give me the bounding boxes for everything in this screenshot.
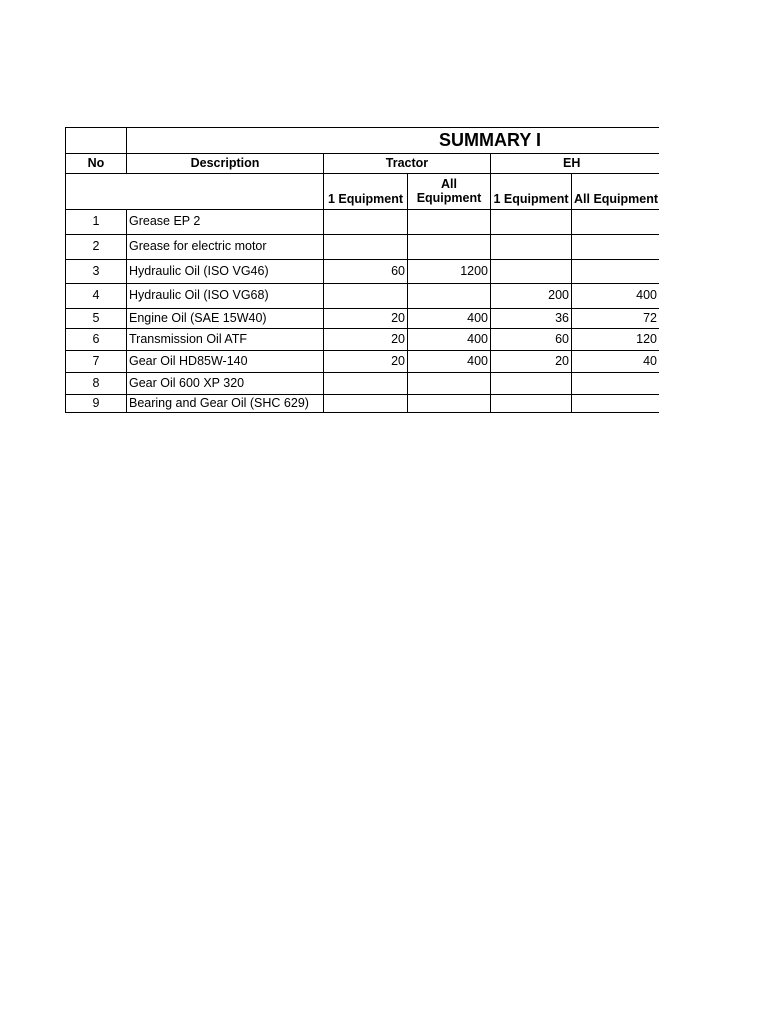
cell-tractor-one-equipment: [324, 395, 408, 413]
subheader-eh-one: 1 Equipment: [491, 174, 572, 210]
cell-tractor-all-equipment: [408, 284, 491, 309]
row-description: Gear Oil HD85W-140: [127, 351, 324, 373]
spreadsheet-viewport: [65, 127, 659, 413]
cell-eh-all-equipment: 120: [572, 329, 660, 351]
cell-tractor-one-equipment: 20: [324, 309, 408, 329]
row-description: Gear Oil 600 XP 320: [127, 373, 324, 395]
header-group-eh: EH: [491, 154, 660, 174]
header-row: [66, 154, 660, 174]
cell-tractor-all-equipment: [408, 235, 491, 260]
table-row: [66, 373, 660, 395]
cell-tractor-all-equipment: [408, 395, 491, 413]
cell-eh-all-equipment: 72: [572, 309, 660, 329]
cell-eh-all-equipment: [572, 395, 660, 413]
cell-eh-one-equipment: 20: [491, 351, 572, 373]
sheet-title: SUMMARY I: [127, 128, 660, 154]
cell-tractor-all-equipment: 400: [408, 329, 491, 351]
table-row: [66, 210, 660, 235]
table-body: [66, 210, 660, 413]
table-row: [66, 284, 660, 309]
cell-tractor-one-equipment: [324, 373, 408, 395]
cell-eh-one-equipment: [491, 260, 572, 284]
cell-eh-one-equipment: 36: [491, 309, 572, 329]
row-description: Transmission Oil ATF: [127, 329, 324, 351]
cell-tractor-one-equipment: [324, 235, 408, 260]
cell-eh-one-equipment: [491, 235, 572, 260]
subheader-tractor-one: 1 Equipment: [324, 174, 408, 210]
row-number: 9: [66, 395, 127, 413]
cell-eh-one-equipment: [491, 395, 572, 413]
table-row: [66, 329, 660, 351]
subheader-eh-all: All Equipment: [572, 174, 660, 210]
cell-eh-one-equipment: 60: [491, 329, 572, 351]
table-row: [66, 235, 660, 260]
cell-eh-all-equipment: [572, 235, 660, 260]
blank-cell: [66, 174, 324, 210]
cell-eh-all-equipment: [572, 210, 660, 235]
row-description: Grease for electric motor: [127, 235, 324, 260]
blank-cell: [66, 128, 127, 154]
cell-tractor-one-equipment: 20: [324, 329, 408, 351]
row-description: Engine Oil (SAE 15W40): [127, 309, 324, 329]
cell-tractor-all-equipment: [408, 373, 491, 395]
title-row: [66, 128, 660, 154]
cell-tractor-one-equipment: [324, 284, 408, 309]
header-no: No: [66, 154, 127, 174]
header-description: Description: [127, 154, 324, 174]
table-row: [66, 351, 660, 373]
cell-eh-one-equipment: 200: [491, 284, 572, 309]
cell-tractor-one-equipment: [324, 210, 408, 235]
row-number: 7: [66, 351, 127, 373]
summary-table: [65, 127, 659, 413]
cell-tractor-all-equipment: 1200: [408, 260, 491, 284]
row-number: 2: [66, 235, 127, 260]
cell-eh-all-equipment: 40: [572, 351, 660, 373]
row-number: 3: [66, 260, 127, 284]
cell-eh-one-equipment: [491, 210, 572, 235]
cell-tractor-one-equipment: 20: [324, 351, 408, 373]
cell-eh-all-equipment: [572, 260, 660, 284]
row-number: 6: [66, 329, 127, 351]
cell-tractor-one-equipment: 60: [324, 260, 408, 284]
cell-eh-one-equipment: [491, 373, 572, 395]
cell-eh-all-equipment: [572, 373, 660, 395]
row-description: Bearing and Gear Oil (SHC 629): [127, 395, 324, 413]
subheader-tractor-all: All Equipment: [408, 174, 491, 210]
table-row: [66, 395, 660, 413]
row-description: Grease EP 2: [127, 210, 324, 235]
cell-tractor-all-equipment: 400: [408, 351, 491, 373]
subheader-row: [66, 174, 660, 210]
table-row: [66, 309, 660, 329]
header-group-tractor: Tractor: [324, 154, 491, 174]
cell-eh-all-equipment: 400: [572, 284, 660, 309]
row-number: 8: [66, 373, 127, 395]
cell-tractor-all-equipment: 400: [408, 309, 491, 329]
row-number: 5: [66, 309, 127, 329]
row-description: Hydraulic Oil (ISO VG68): [127, 284, 324, 309]
table-row: [66, 260, 660, 284]
cell-tractor-all-equipment: [408, 210, 491, 235]
row-description: Hydraulic Oil (ISO VG46): [127, 260, 324, 284]
row-number: 4: [66, 284, 127, 309]
row-number: 1: [66, 210, 127, 235]
